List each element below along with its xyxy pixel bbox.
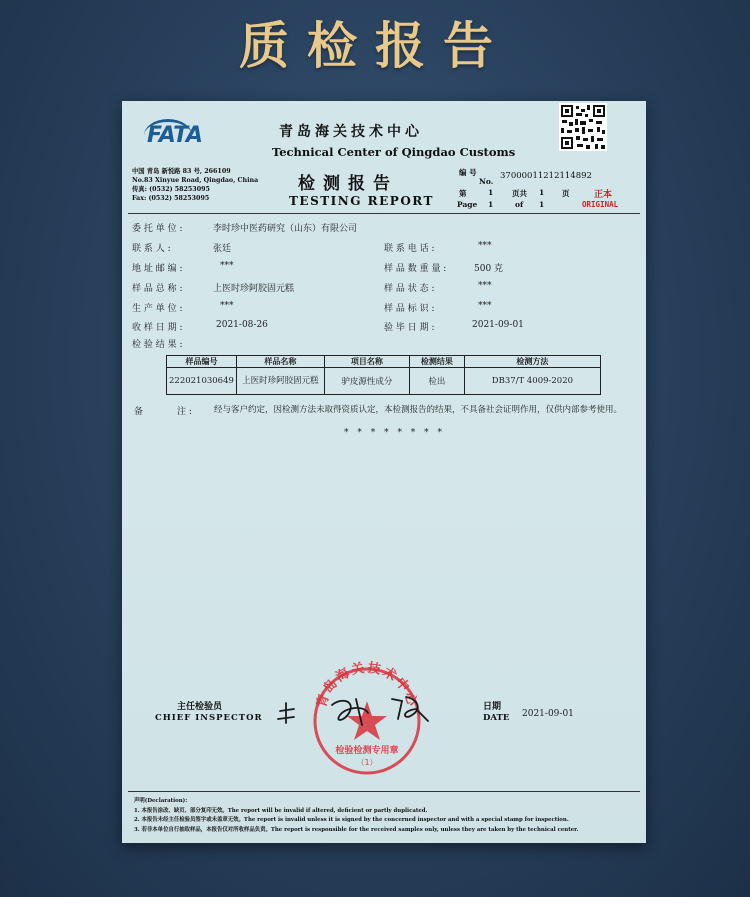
notes-label-2: 注 : <box>177 407 192 417</box>
table-cell: 检出 <box>409 368 464 395</box>
page-heading: 质检报告 <box>239 17 511 75</box>
date-label-en: DATE <box>483 713 510 723</box>
table-cell: 上医时珍阿胶固元糕 <box>236 368 324 395</box>
table-cell: 驴皮源性成分 <box>324 368 409 395</box>
page-current-en: 1 <box>488 200 494 209</box>
end-stars: * * * * * * * * <box>344 428 446 438</box>
received-value: 2021-08-26 <box>216 320 268 330</box>
address-line: No.83 Xinyue Road, Qingdao, China <box>132 177 259 184</box>
phone-label: 联 系 电 话 : <box>384 244 435 254</box>
page-label-en: Page <box>457 200 478 209</box>
original-mark-cn: 正本 <box>594 190 613 200</box>
report-title-cn: 检测报告 <box>298 174 398 194</box>
quantity-label: 样 品 数 重 量 : <box>384 264 447 274</box>
state-label: 样 品 状 态 : <box>384 284 435 294</box>
table-header-cell: 项目名称 <box>324 356 409 368</box>
address-line: 中国 青岛 新悦路 83 号, 266109 <box>132 168 231 175</box>
report-title-en: TESTING REPORT <box>289 194 434 208</box>
qr-code-icon <box>559 103 607 151</box>
completed-value: 2021-09-01 <box>472 320 524 330</box>
no-label-en: No. <box>479 177 494 186</box>
original-mark-en: ORIGINAL <box>582 200 619 209</box>
declaration-item: 2. 本报告未经主任检验员签字或未盖章无效。The report is invalid unless it is signed by the concerned inspector and with a special stamp for inspection. <box>134 817 569 823</box>
declaration-item: 3. 若非本单位自行抽取样品，本报告仅对所收样品负责。The report is responsible for the received samples only, unless they are taken by the technical center. <box>134 826 579 833</box>
completed-label: 验 毕 日 期 : <box>384 323 435 333</box>
stamp-outer-text: 青岛海关技术中心 <box>314 661 420 710</box>
chief-inspector-label-en: CHIEF INSPECTOR <box>155 713 263 723</box>
contact-label: 联 系 人 : <box>132 244 171 254</box>
page-total-label-cn: 页共 <box>512 189 527 198</box>
stamp-inner-text: 检验检测专用章 <box>335 746 399 756</box>
quantity-value: 500 克 <box>474 264 504 274</box>
table-header-cell: 样品编号 <box>167 356 237 368</box>
state-value: *** <box>478 281 492 291</box>
sample-label: 样 品 总 称 : <box>132 284 183 294</box>
handwritten-signature-icon <box>272 691 442 731</box>
header-divider <box>128 213 640 214</box>
address-label: 地 址 邮 编 : <box>132 264 183 274</box>
stamp-number-text: （1） <box>356 758 378 767</box>
producer-label: 生 产 单 位 : <box>132 304 183 314</box>
notes-label-1: 备 <box>134 407 144 417</box>
report-number: 37000011212114892 <box>500 171 592 181</box>
address-line: 传真: (0532) 58253095 <box>132 186 210 193</box>
footer-divider <box>128 791 640 792</box>
phone-value: *** <box>478 241 492 251</box>
no-label-cn: 编 号 <box>459 168 477 177</box>
results-label: 检 验 结 果 : <box>132 340 183 350</box>
test-report-document <box>122 101 646 843</box>
producer-value: *** <box>220 301 234 311</box>
page-label-cn: 第 <box>459 189 467 198</box>
contact-value: 张廷 <box>213 244 232 254</box>
address-value: *** <box>220 261 234 271</box>
received-label: 收 样 日 期 : <box>132 323 183 333</box>
page-of-en: of <box>515 200 524 209</box>
table-row <box>167 368 601 395</box>
client-value: 李时珍中医药研究（山东）有限公司 <box>213 224 358 234</box>
org-name-cn: 青岛海关技术中心 <box>279 124 423 140</box>
table-header-cell: 检测方法 <box>464 356 600 368</box>
page-suffix-cn: 页 <box>562 189 570 198</box>
table-header-cell: 样品名称 <box>236 356 324 368</box>
page-total-en: 1 <box>539 200 545 209</box>
client-label: 委 托 单 位 : <box>132 224 183 234</box>
org-name-en: Technical Center of Qingdao Customs <box>272 145 516 159</box>
notes-text: 经与客户约定，因检测方法未取得资质认定，本检测报告的结果，不具备社会证明作用，仅供内部参考使用。 <box>214 405 623 415</box>
table-header-cell: 检测结果 <box>409 356 464 368</box>
address-block <box>132 167 258 203</box>
fata-logo: FATA <box>147 123 203 148</box>
table-cell: 222021030649 <box>167 368 237 395</box>
table-cell: DB37/T 4009-2020 <box>464 368 600 395</box>
declaration-item: 1. 本报告涂改、缺页、部分复印无效。The report will be invalid if altered, deficient or partly duplicated. <box>134 807 428 814</box>
signature-date-value: 2021-09-01 <box>522 709 574 719</box>
page-current-cn: 1 <box>488 188 494 197</box>
declaration-title: 声明(Declaration): <box>134 798 188 804</box>
date-label-cn: 日期 <box>483 702 502 712</box>
mark-label: 样 品 标 识 : <box>384 304 435 314</box>
mark-value: *** <box>478 301 492 311</box>
page-total-cn: 1 <box>539 188 545 197</box>
declaration <box>134 797 644 835</box>
results-table <box>166 355 601 395</box>
table-header-row <box>167 356 601 368</box>
sample-value: 上医时珍阿胶固元糕 <box>213 284 295 294</box>
chief-inspector-label-cn: 主任检验员 <box>177 702 223 712</box>
address-line: Fax: (0532) 58253095 <box>132 195 210 202</box>
